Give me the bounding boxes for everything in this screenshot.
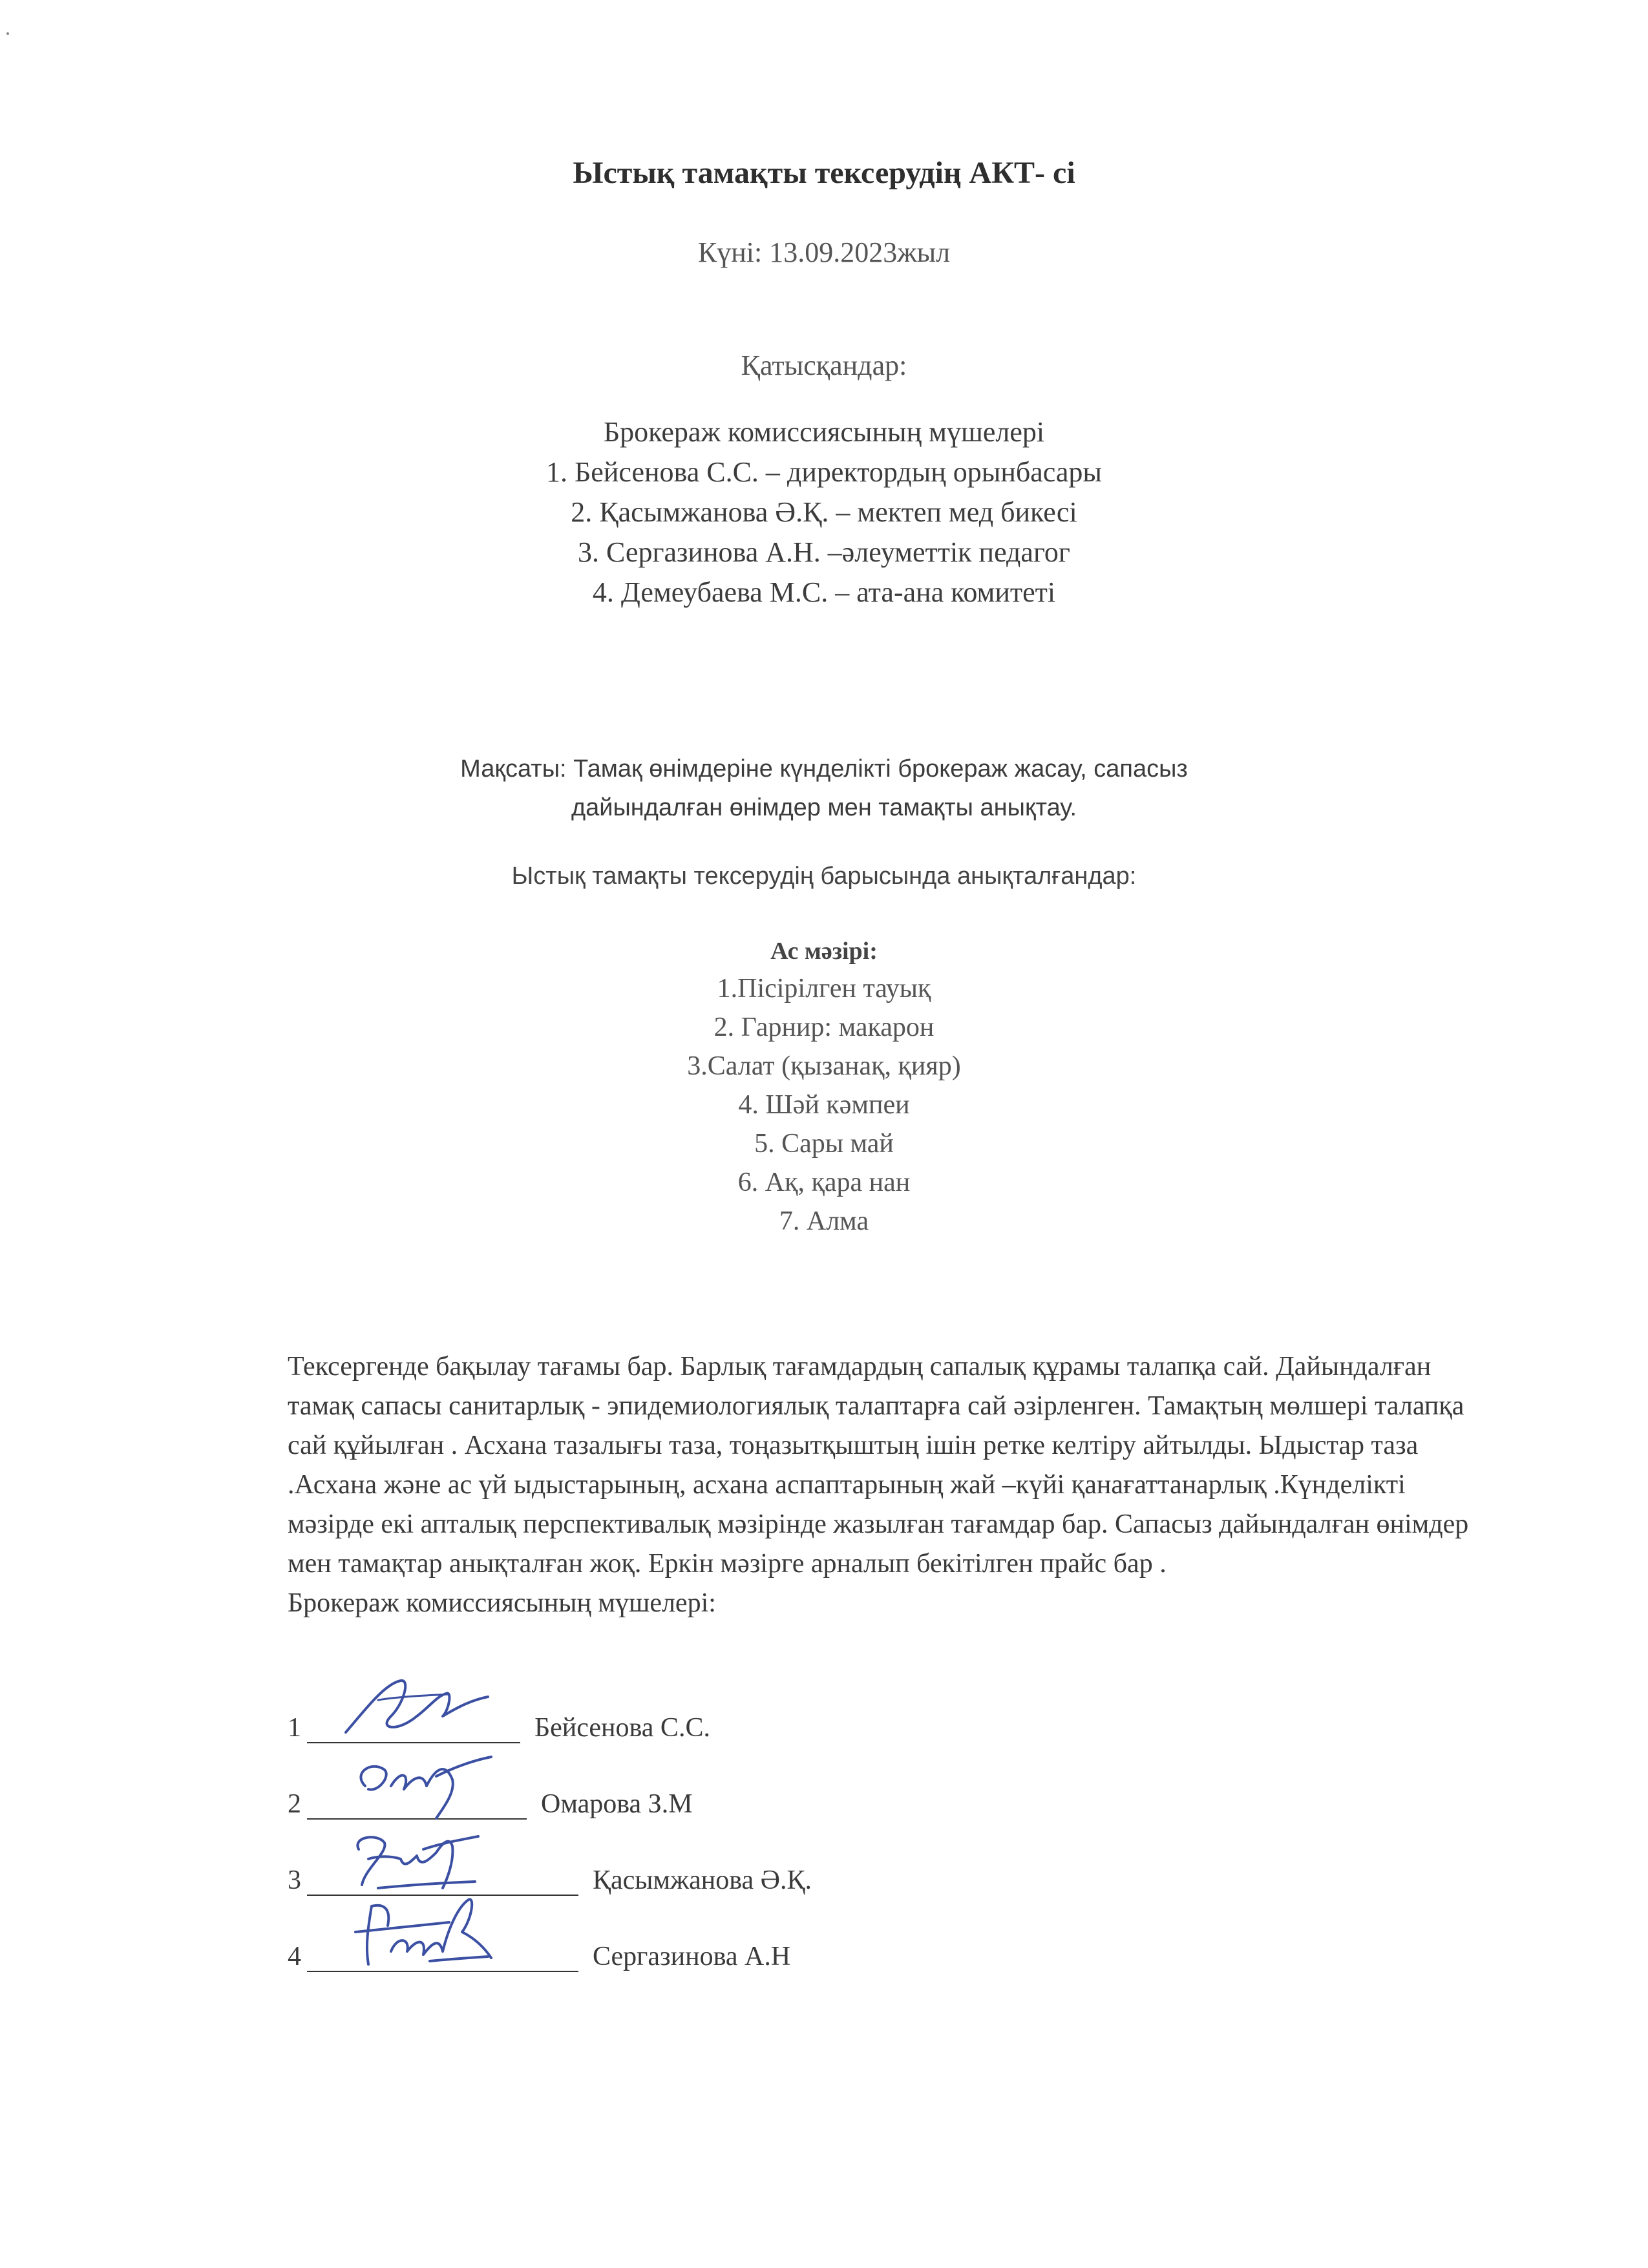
- signature-name: Омарова З.М: [541, 1789, 693, 1819]
- scan-speck: [6, 32, 9, 35]
- menu-item: 7. Алма: [779, 1206, 869, 1236]
- signature-name: Сергазинова А.Н: [593, 1942, 791, 1971]
- member-item: 3. Сергазинова А.Н. –әлеуметтік педагог: [578, 536, 1070, 568]
- signature-number: 1: [288, 1713, 301, 1743]
- signature-row: [288, 1820, 1322, 1896]
- menu-item: 2. Гарнир: макарон: [713, 1013, 935, 1042]
- conclusion-paragraph: [288, 1347, 1490, 1623]
- conclusion-text: Тексергенде бақылау тағамы бар. Барлық тағамдардың сапалық құрамы талапқа сай. Дайындалған тамақ сапасы санитарлық - эпидемиологиялық талаптарға сай әзірленген. Тамақтың мөлшері талапқа сай құйылған . Асхана тазалығы таза, тоңазытқыштың ішін ретке келтіру айтылды. Ыдыстар таза .Асхана және ас үй ыдыстарының, асхана аспаптарының жай –күйі қанағаттанарлық .Күнделікті мәзірде екі апталық перспективалық мәзірінде жазылған тағамдар бар. Сапасыз дайындалған өнімдер мен тамақтар анықталған жоқ. Еркін мәзірге арналып бекітілген прайс бар .: [288, 1352, 1469, 1579]
- member-item: 1. Бейсенова С.С. – директордың орынбасары: [546, 456, 1102, 488]
- menu-list: [0, 969, 1648, 1241]
- signature-row: [288, 1667, 1322, 1743]
- commission-members: [0, 412, 1648, 613]
- findings-heading: Ыстық тамақты тексерудің барысында анықталғандар:: [511, 863, 1137, 890]
- menu-item: 6. Ақ, қара нан: [737, 1168, 911, 1197]
- menu-item: 3.Салат (қызанақ, қияр): [687, 1051, 961, 1081]
- participants-heading: Қатысқандар:: [741, 350, 907, 381]
- handwritten-signature: [339, 1671, 494, 1748]
- signature-line: [307, 1786, 527, 1820]
- purpose-line: Мақсаты: Тамақ өнімдеріне күнделікті брокераж жасау, сапасыз: [460, 755, 1188, 782]
- handwritten-signature: [339, 1747, 494, 1825]
- member-item: 2. Қасымжанова Ә.Қ. – мектеп мед бикесі: [571, 496, 1077, 528]
- signature-row: [288, 1896, 1322, 1972]
- signature-line: [307, 1938, 578, 1972]
- menu-heading: Ас мәзірі:: [770, 938, 878, 965]
- handwritten-signature: [339, 1887, 507, 1977]
- signature-name: Бейсенова С.С.: [534, 1713, 710, 1743]
- signature-name: Қасымжанова Ә.Қ.: [593, 1865, 812, 1895]
- signature-number: 3: [288, 1865, 301, 1895]
- member-item: 4. Демеубаева М.С. – ата-ана комитеті: [592, 576, 1056, 608]
- signature-line: [307, 1710, 520, 1743]
- signature-number: 4: [288, 1942, 301, 1971]
- signature-number: 2: [288, 1789, 301, 1819]
- commission-heading: Брокераж комиссиясының мүшелері: [603, 416, 1045, 448]
- menu-item: 5. Сары май: [754, 1129, 894, 1159]
- signatures-heading: Брокераж комиссиясының мүшелері:: [288, 1588, 716, 1618]
- document-title: Ыстық тамақты тексерудің АКТ- сі: [573, 156, 1075, 190]
- menu-item: 4. Шәй кәмпеи: [738, 1090, 910, 1120]
- signature-row: [288, 1743, 1322, 1820]
- purpose-paragraph: [0, 750, 1648, 827]
- purpose-line: дайындалған өнімдер мен тамақты анықтау.: [571, 794, 1077, 821]
- signature-list: [288, 1667, 1322, 1972]
- menu-item: 1.Пісірілген тауық: [717, 974, 931, 1003]
- document-date: Күні: 13.09.2023жыл: [697, 236, 951, 268]
